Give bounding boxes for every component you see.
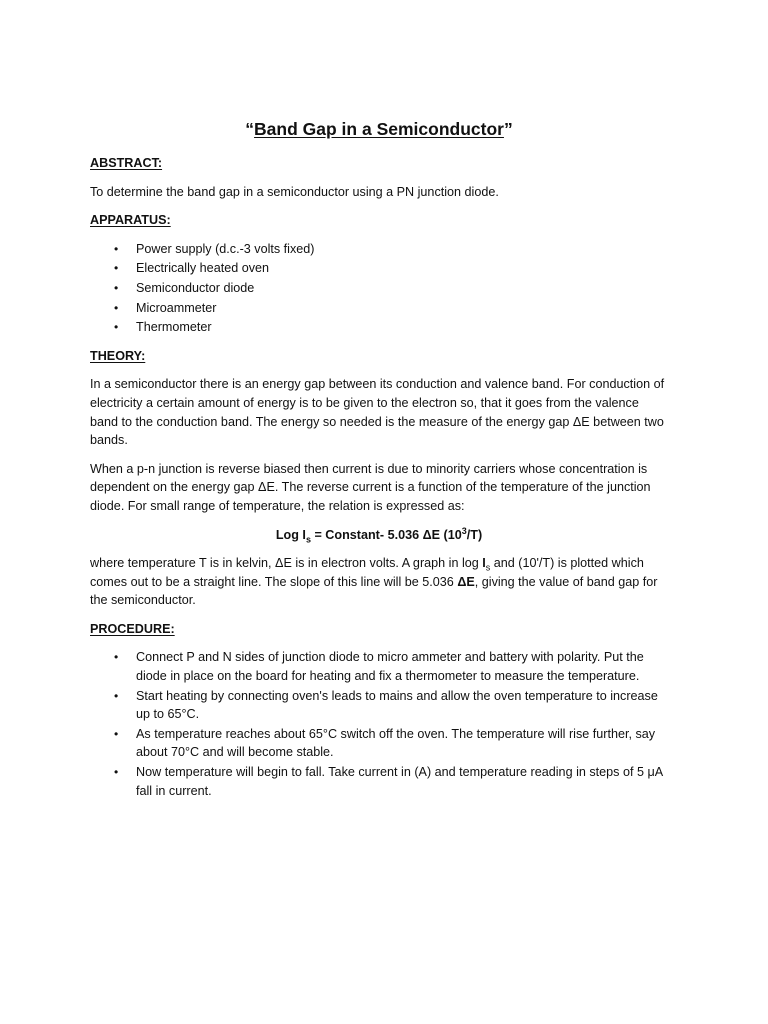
title-text: Band Gap in a Semiconductor bbox=[254, 119, 504, 139]
apparatus-item-text: Semiconductor diode bbox=[136, 280, 255, 295]
bullet-icon: • bbox=[114, 300, 119, 315]
para3-bold-current: I bbox=[482, 556, 486, 571]
bullet-icon: • bbox=[114, 261, 119, 276]
theory-paragraph-2: When a p-n junction is reverse biased then current is due to minority carriers whose concentration is dependent on the energy gap ΔE. The reverse current is a function of the temperature of the junction diode. For small range of temperature, the relation is expressed as: bbox=[90, 461, 651, 513]
apparatus-item-text: Microammeter bbox=[136, 300, 217, 315]
title-open-quote: “ bbox=[245, 119, 255, 139]
formula-part-1: Log I bbox=[275, 527, 306, 542]
title-close-quote: ” bbox=[503, 119, 513, 139]
procedure-item-text: Start heating by connecting oven's leads to mains and allow the oven temperature to increase up to 65°C. bbox=[136, 688, 658, 722]
formula-part-3: /T) bbox=[466, 527, 483, 542]
procedure-item-text: Now temperature will begin to fall. Take current in (A) and temperature reading in steps of 5 μA fall in current. bbox=[136, 765, 663, 798]
theory-paragraph-1: In a semiconductor there is an energy gap between its conduction and valence band. For conduction of electricity a certain amount of energy is to be given to the electron so, that it goes from the valence band to the conduction band. The energy so needed is the measure of the energy gap ΔE between two bands. bbox=[90, 377, 665, 448]
bullet-icon: • bbox=[114, 688, 119, 703]
list-item bbox=[90, 299, 668, 318]
formula-part-2: = Constant- 5.036 ΔE (10 bbox=[310, 527, 462, 542]
bullet-icon: • bbox=[114, 241, 119, 256]
list-item bbox=[90, 725, 668, 762]
theory-heading: THEORY: bbox=[90, 348, 146, 363]
procedure-item-text: Connect P and N sides of junction diode to micro ammeter and battery with polarity. Put the diode in place on the board for heating and fix a thermometer to measure the temperature. bbox=[136, 650, 644, 684]
bullet-icon: • bbox=[114, 320, 119, 335]
bullet-icon: • bbox=[114, 726, 119, 741]
procedure-list bbox=[90, 648, 668, 800]
bullet-icon: • bbox=[114, 765, 119, 780]
list-item bbox=[90, 318, 668, 337]
apparatus-heading: APPARATUS: bbox=[90, 213, 171, 228]
formula-subscript: s bbox=[305, 534, 311, 545]
apparatus-item-text: Thermometer bbox=[136, 320, 212, 335]
bullet-icon: • bbox=[114, 650, 119, 665]
list-item bbox=[90, 240, 668, 259]
para3-part-1: where temperature T is in kelvin, ΔE is in electron volts. A graph in log bbox=[90, 556, 483, 571]
abstract-heading: ABSTRACT: bbox=[90, 156, 163, 170]
list-item bbox=[90, 648, 668, 685]
document-title bbox=[90, 118, 668, 140]
list-item bbox=[90, 763, 668, 800]
apparatus-list bbox=[90, 240, 668, 337]
list-item bbox=[90, 279, 668, 298]
para3-bold-delta-e: ΔE bbox=[457, 574, 475, 589]
para3-part-2: and (10'/T) is plotted which comes out to be a straight line. The slope of this line will be 5.036 bbox=[90, 556, 644, 589]
theory-paragraph-3 bbox=[90, 554, 668, 610]
para3-subscript: s bbox=[485, 562, 491, 573]
apparatus-item-text: Power supply (d.c.-3 volts fixed) bbox=[136, 241, 315, 256]
procedure-item-text: As temperature reaches about 65°C switch off the oven. The temperature will rise further, say about 70°C and will become stable. bbox=[136, 726, 656, 760]
procedure-heading: PROCEDURE: bbox=[90, 621, 175, 636]
abstract-text: To determine the band gap in a semiconductor using a PN junction diode. bbox=[90, 184, 499, 199]
apparatus-item-text: Electrically heated oven bbox=[136, 261, 270, 276]
band-gap-formula bbox=[90, 526, 668, 545]
list-item bbox=[90, 687, 668, 724]
formula-superscript: 3 bbox=[461, 525, 467, 536]
bullet-icon: • bbox=[114, 280, 119, 295]
para3-part-3: , giving the value of band gap for the semiconductor. bbox=[90, 574, 658, 608]
document-page bbox=[90, 118, 668, 810]
list-item bbox=[90, 259, 668, 278]
